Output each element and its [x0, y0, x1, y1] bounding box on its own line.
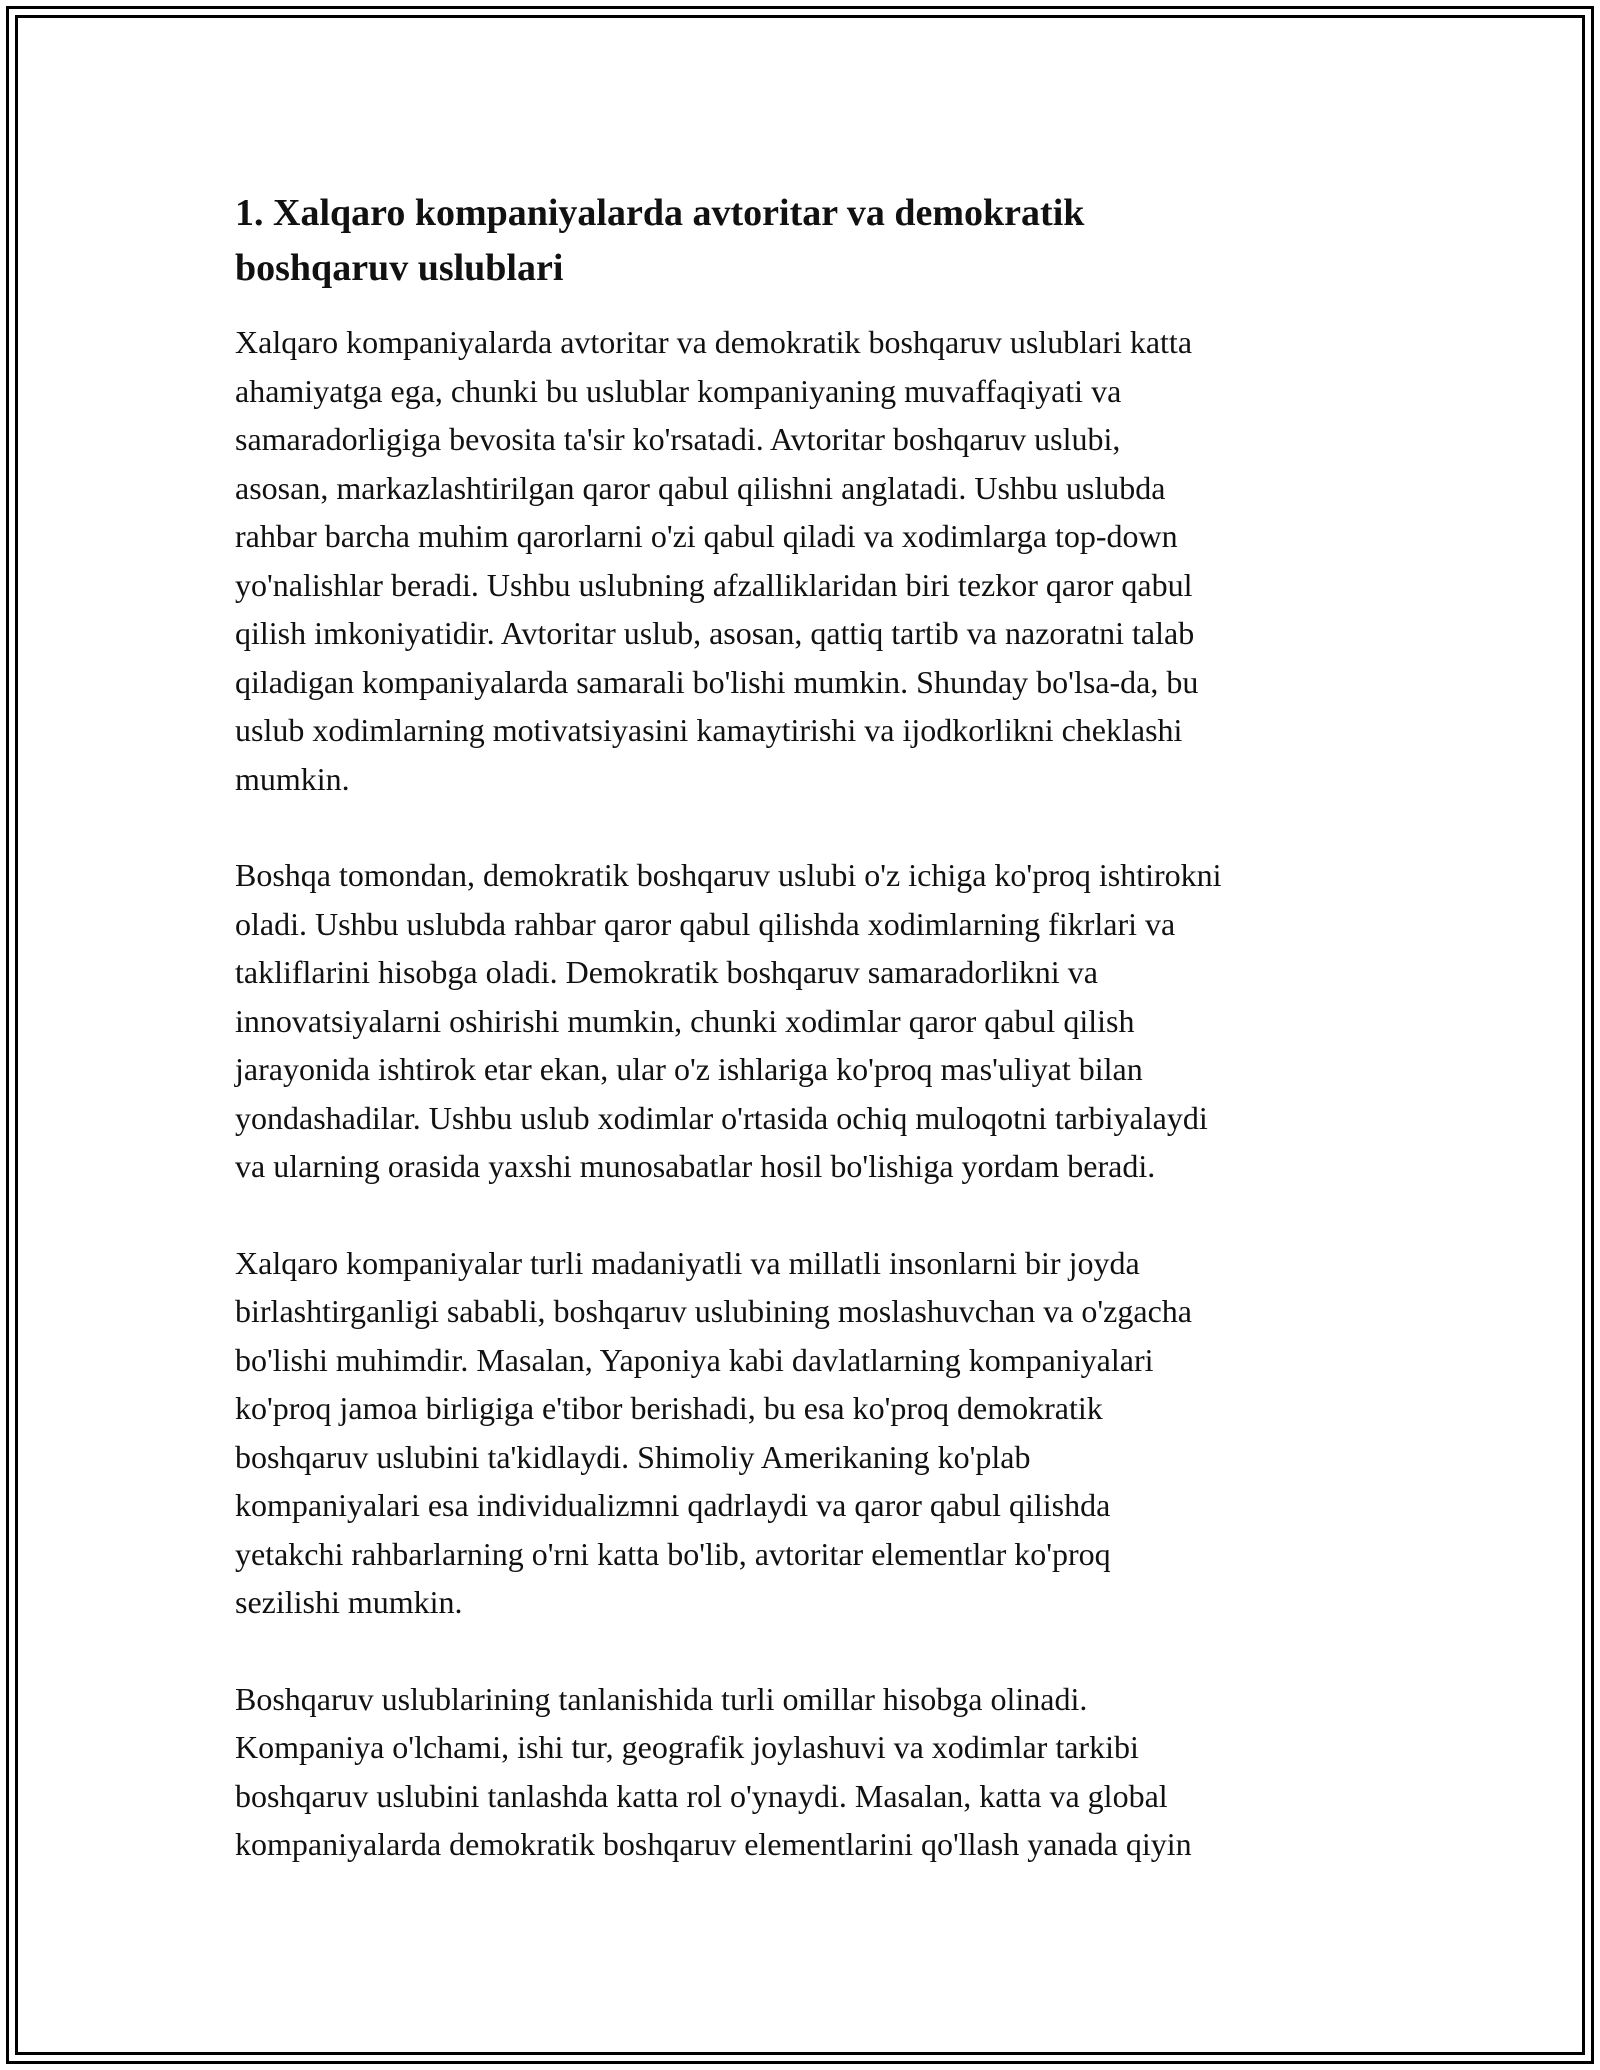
text-line: Xalqaro kompaniyalarda avtoritar va demokratik boshqaruv uslublari katta: [235, 324, 1193, 360]
text-line: asosan, markazlashtirilgan qaror qabul qilishni anglatadi. Ushbu uslubda: [235, 469, 1166, 506]
heading-line: 1. Xalqaro kompaniyalarda avtoritar va demokratik: [235, 192, 1085, 234]
text-line: uslub xodimlarning motivatsiyasini kamaytirishi va ijodkorlikni cheklashi: [235, 712, 1183, 748]
paragraph-3: [235, 1239, 1395, 1627]
document-body: [235, 186, 1395, 1917]
text-line: boshqaruv uslubini ta'kidlaydi. Shimoliy Amerikaning ko'plab: [235, 1438, 1031, 1475]
text-line: sezilishi mumkin.: [235, 1584, 463, 1620]
text-line: Boshqa tomondan, demokratik boshqaruv uslubi o'z ichiga ko'proq ishtirokni: [235, 857, 1222, 893]
text-line: rahbar barcha muhim qarorlarni o'zi qabul qiladi va xodimlarga top-down: [235, 518, 1178, 554]
text-line: qilish imkoniyatidir. Avtoritar uslub, asosan, qattiq tartib va nazoratni talab: [235, 615, 1195, 651]
text-line: oladi. Ushbu uslubda rahbar qaror qabul qilishda xodimlarning fikrlari va: [235, 905, 1176, 942]
text-line: takliflarini hisobga oladi. Demokratik boshqaruv samaradorlikni va: [235, 954, 1098, 990]
text-line: ahamiyatga ega, chunki bu uslublar kompaniyaning muvaffaqiyati va: [235, 372, 1122, 409]
paragraph-1: [235, 318, 1395, 803]
text-line: ko'proq jamoa birligiga e'tibor berishadi, bu esa ko'proq demokratik: [235, 1390, 1103, 1426]
text-line: samaradorligiga bevosita ta'sir ko'rsatadi. Avtoritar boshqaruv uslubi,: [235, 421, 1121, 457]
text-line: jarayonida ishtirok etar ekan, ular o'z ishlariga ko'proq mas'uliyat bilan: [235, 1051, 1143, 1087]
text-line: yondashadilar. Ushbu uslub xodimlar o'rtasida ochiq muloqotni tarbiyalaydi: [235, 1099, 1208, 1136]
paragraph-2: [235, 851, 1395, 1191]
text-line: Kompaniya o'lchami, ishi tur, geografik joylashuvi va xodimlar tarkibi: [235, 1729, 1139, 1765]
text-line: qiladigan kompaniyalarda samarali bo'lishi mumkin. Shunday bo'lsa-da, bu: [235, 663, 1199, 700]
paragraph-4: [235, 1675, 1395, 1869]
text-line: kompaniyalari esa individualizmni qadrlaydi va qaror qabul qilishda: [235, 1487, 1111, 1523]
text-line: boshqaruv uslubini tanlashda katta rol o'ynaydi. Masalan, katta va global: [235, 1777, 1168, 1814]
text-line: birlashtirganligi sababli, boshqaruv uslubining moslashuvchan va o'zgacha: [235, 1293, 1192, 1329]
text-line: Xalqaro kompaniyalar turli madaniyatli va millatli insonlarni bir joyda: [235, 1244, 1140, 1281]
text-line: mumkin.: [235, 760, 350, 797]
text-line: innovatsiyalarni oshirishi mumkin, chunki xodimlar qaror qabul qilish: [235, 1002, 1135, 1039]
text-line: kompaniyalarda demokratik boshqaruv elementlarini qo'llash yanada qiyin: [235, 1826, 1192, 1862]
text-line: yo'nalishlar beradi. Ushbu uslubning afzalliklaridan biri tezkor qaror qabul: [235, 566, 1193, 603]
text-line: Boshqaruv uslublarining tanlanishida turli omillar hisobga olinadi.: [235, 1680, 1088, 1717]
text-line: yetakchi rahbarlarning o'rni katta bo'lib, avtoritar elementlar ko'proq: [235, 1535, 1111, 1572]
text-line: va ularning orasida yaxshi munosabatlar hosil bo'lishiga yordam beradi.: [235, 1148, 1156, 1184]
section-heading: [235, 186, 1395, 296]
heading-line: boshqaruv uslublari: [235, 247, 564, 289]
text-line: bo'lishi muhimdir. Masalan, Yaponiya kabi davlatlarning kompaniyalari: [235, 1341, 1154, 1378]
